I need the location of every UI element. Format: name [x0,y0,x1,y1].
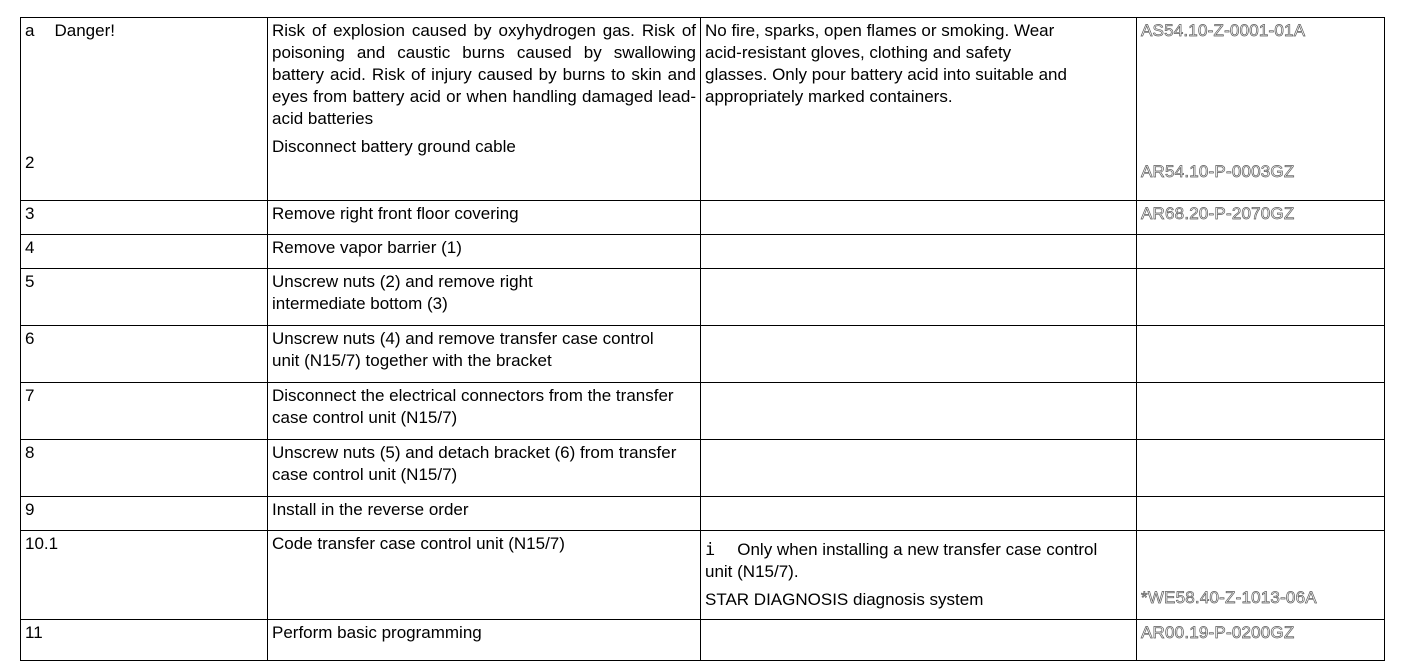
note-cell [701,531,1137,620]
reference-cell [1137,18,1385,201]
reference-cell [1137,531,1385,620]
action-text: Disconnect the electrical connectors from the transfer case control unit (N15/7) [268,383,701,440]
note-cell [701,201,1137,235]
reference-cell [1137,235,1385,269]
reference-cell [1137,326,1385,383]
note-cell [701,440,1137,497]
note-cell [701,497,1137,531]
note-cell [701,235,1137,269]
reference-link[interactable]: *WE58.40-Z-1013-06A [1141,588,1317,607]
step-number: 10.1 [21,531,268,620]
note-cell [701,269,1137,326]
diagnosis-system-text: STAR DIAGNOSIS diagnosis system [705,590,984,609]
note-cell [701,326,1137,383]
note-cell [701,620,1137,661]
step-number: 9 [21,497,268,531]
reference-cell [1137,201,1385,235]
table-row [21,383,1385,440]
action-text: Unscrew nuts (4) and remove transfer case control unit (N15/7) together with the bracket [268,326,701,383]
action-text: Remove right front floor covering [268,201,701,235]
hazard-label: Danger! [54,21,115,40]
table-row [21,269,1385,326]
notice-note: i Only when installing a new transfer case control unit (N15/7). [705,540,1098,581]
action-text: Install in the reverse order [268,497,701,531]
action-text: Remove vapor barrier (1) [268,235,701,269]
action-text: Unscrew nuts (2) and remove right intermediate bottom (3) [268,269,701,326]
table-row [21,440,1385,497]
step-number: 7 [21,383,268,440]
reference-cell [1137,440,1385,497]
reference-cell [1137,497,1385,531]
procedure-table [20,17,1385,661]
note-cell [701,18,1137,201]
step-cell [21,18,268,201]
safety-note: No fire, sparks, open flames or smoking. Wear acid-resistant gloves, clothing and safety glasses. Only pour battery acid into suitable and appropriately marked containers. [705,21,1067,106]
reference-cell [1137,269,1385,326]
action-cell [268,18,701,201]
step-number: 11 [21,620,268,661]
table-row [21,531,1385,620]
info-icon: i [705,540,716,560]
table-row [21,201,1385,235]
step-number: 3 [21,201,268,235]
step-number: 6 [21,326,268,383]
reference-link[interactable]: AR54.10-P-0003GZ [1141,162,1295,181]
action-text: Code transfer case control unit (N15/7) [268,531,701,620]
table-row [21,620,1385,661]
reference-cell [1137,620,1385,661]
action-text: Disconnect battery ground cable [272,137,516,156]
table-row [21,497,1385,531]
reference-link[interactable]: AR68.20-P-2070GZ [1141,204,1295,223]
step-number: a [25,21,35,40]
step-number: 5 [21,269,268,326]
table-row [21,18,1385,201]
hazard-description: Risk of explosion caused by oxyhydrogen gas. Risk of poisoning and caustic burns caused by swallowing battery acid. Risk of injury caused by burns to skin and eyes from battery acid or when handling damaged lead-acid batteries [272,21,696,128]
step-number: 2 [25,153,35,172]
step-number: 4 [21,235,268,269]
table-row [21,326,1385,383]
table-row [21,235,1385,269]
reference-cell [1137,383,1385,440]
action-text: Unscrew nuts (5) and detach bracket (6) from transfer case control unit (N15/7) [268,440,701,497]
note-cell [701,383,1137,440]
action-text: Perform basic programming [268,620,701,661]
step-number: 8 [21,440,268,497]
reference-link[interactable]: AS54.10-Z-0001-01A [1141,21,1306,40]
reference-link[interactable]: AR00.19-P-0200GZ [1141,623,1295,642]
